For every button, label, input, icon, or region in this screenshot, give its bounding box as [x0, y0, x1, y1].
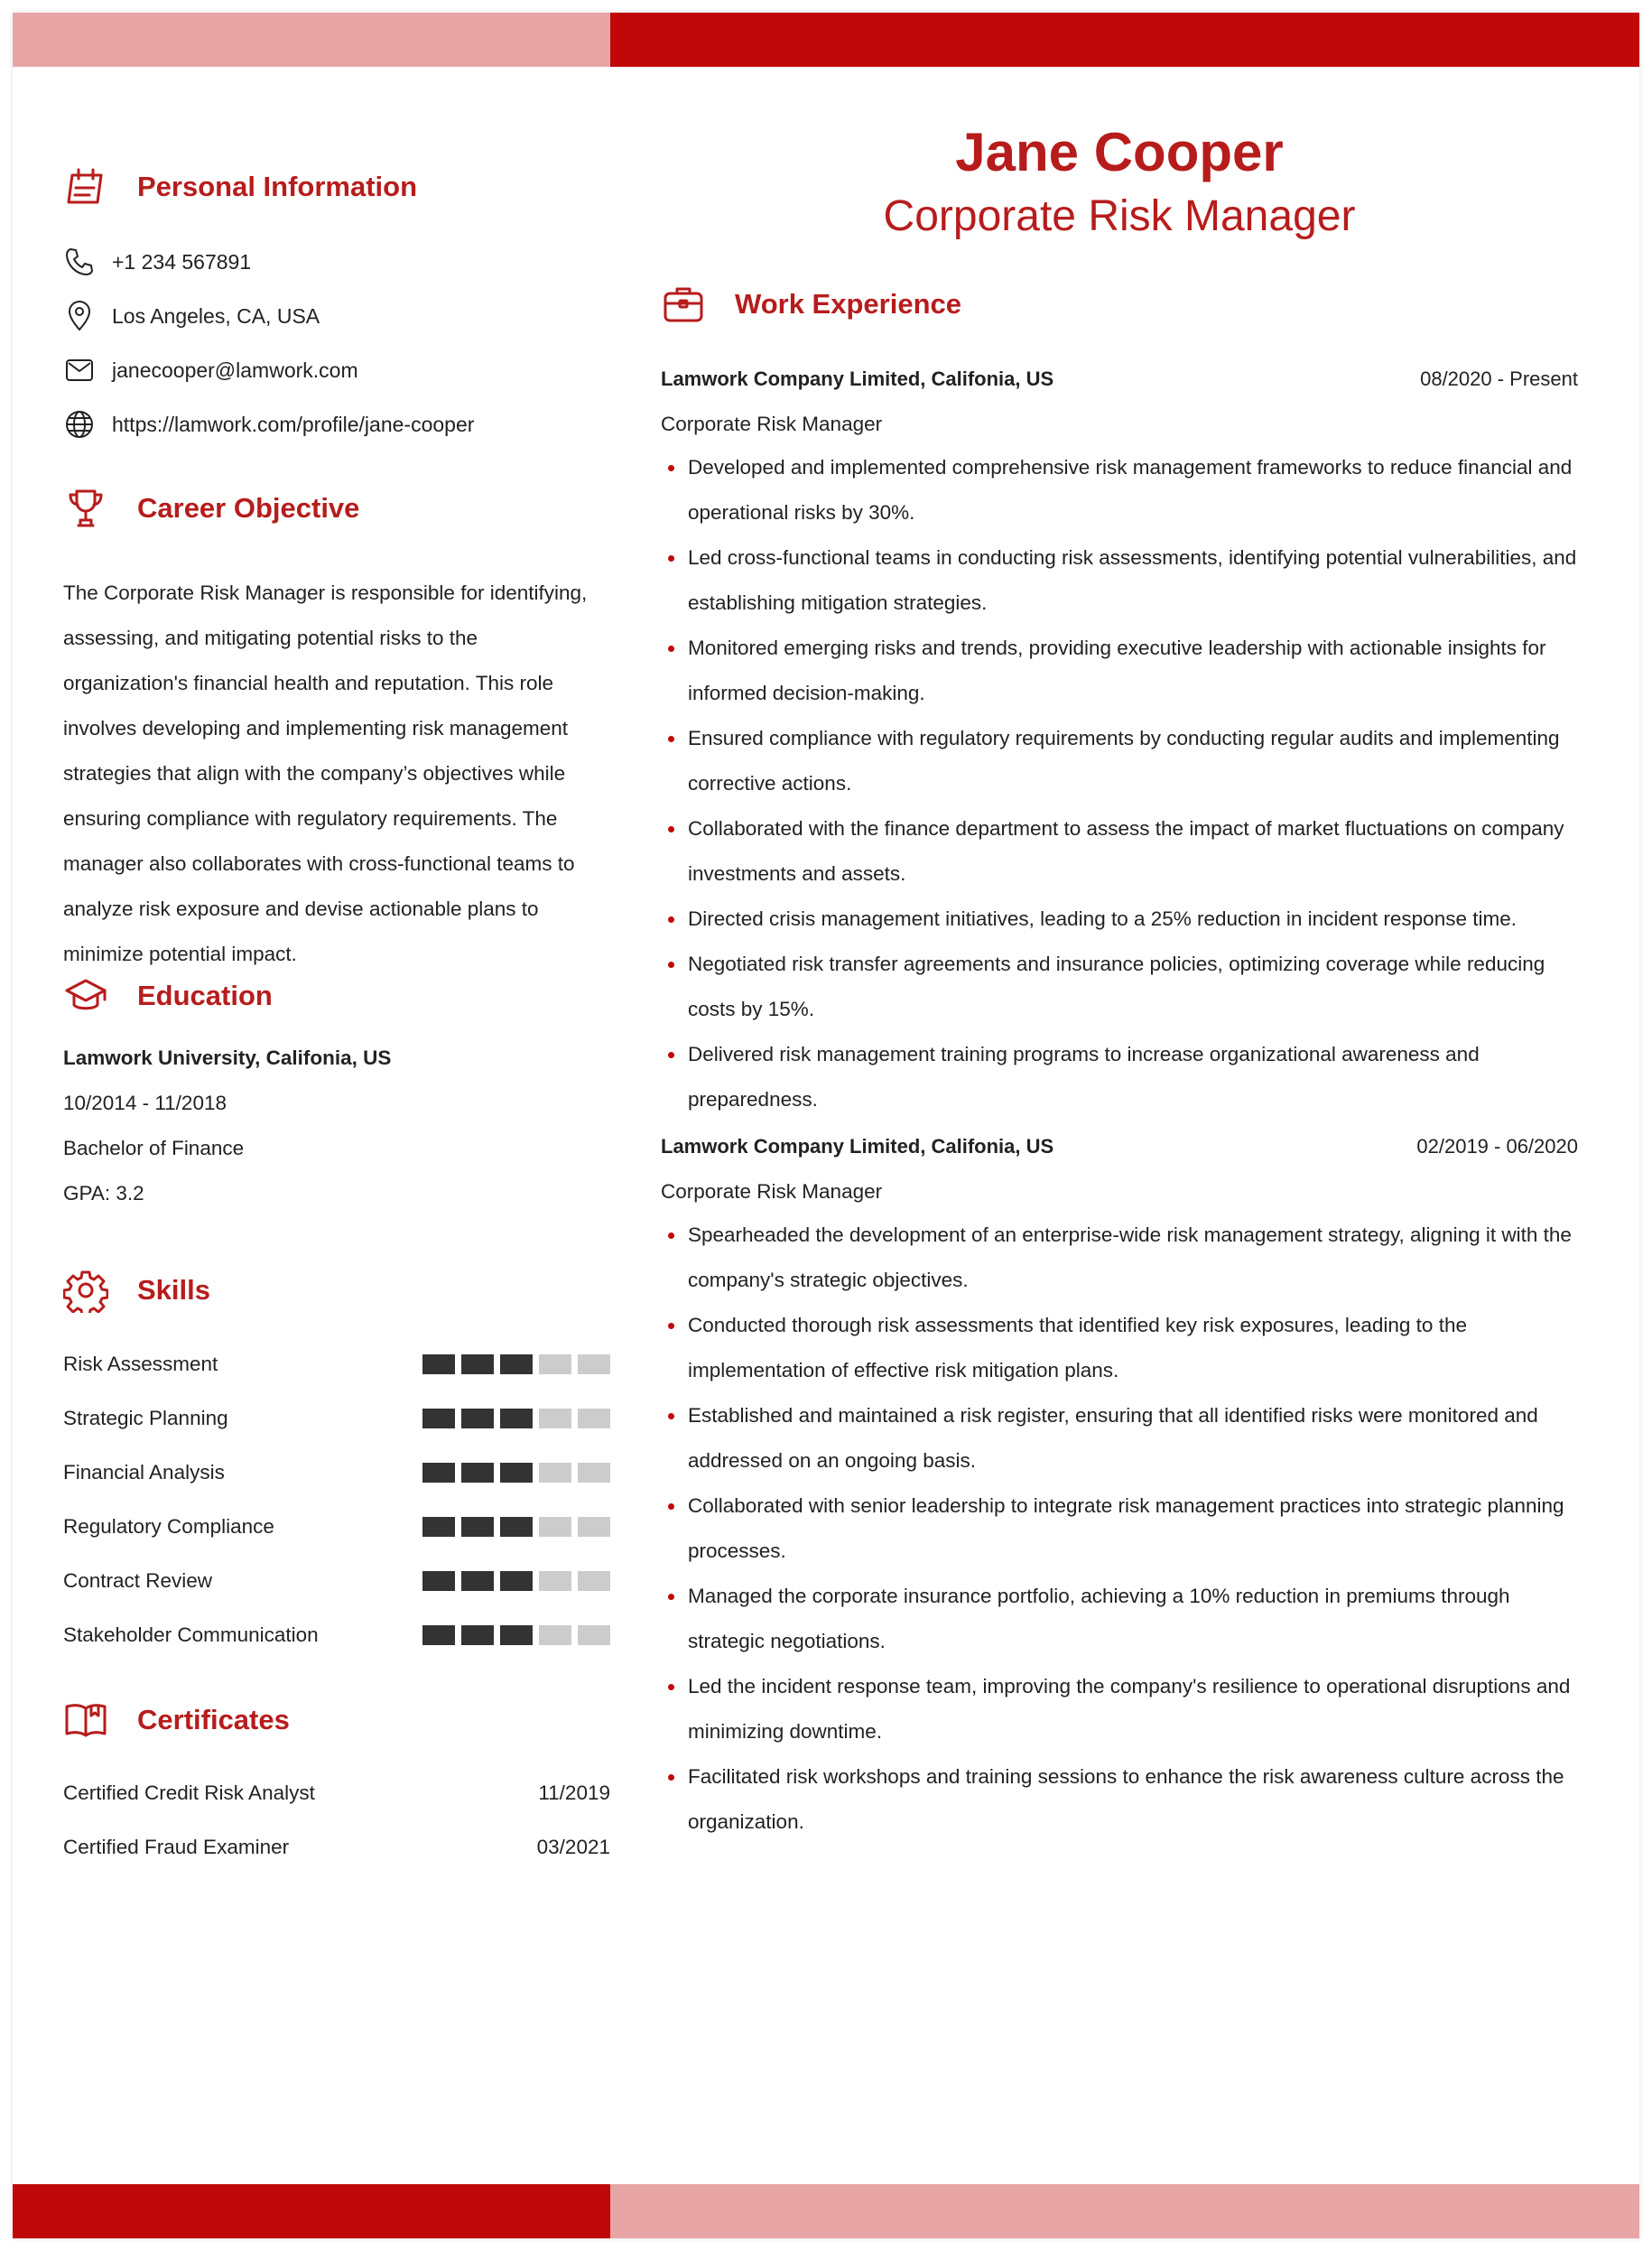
candidate-name: Jane Cooper: [955, 122, 1284, 182]
skill-name: Contract Review: [63, 1569, 213, 1592]
skill-level-block: [539, 1625, 571, 1645]
skill-level-meter: [416, 1517, 610, 1537]
job-bullet: Delivered risk management training programs to increase organizational awareness and preparedness.: [661, 1032, 1578, 1122]
job-bullet: Spearheaded the development of an enterprise-wide risk management strategy, aligning it with the company's strategic objectives.: [661, 1213, 1578, 1303]
certificate-date: 11/2019: [538, 1781, 610, 1804]
location-row: [63, 298, 320, 334]
skill-level-block: [578, 1571, 610, 1591]
skill-row: [63, 1455, 610, 1491]
candidate-title: Corporate Risk Manager: [883, 192, 1356, 240]
resume-page: [13, 13, 1639, 2238]
email-text: janecooper@lamwork.com: [112, 358, 358, 382]
section-title: Work Experience: [735, 288, 961, 320]
bottom-bar-light: [610, 2184, 1639, 2238]
job-position: Corporate Risk Manager: [661, 1180, 883, 1203]
skill-name: Stakeholder Communication: [63, 1623, 319, 1646]
skill-level-block: [539, 1517, 571, 1537]
trophy-icon: [63, 483, 114, 534]
job-bullet: Directed crisis management initiatives, leading to a 25% reduction in incident response time.: [661, 897, 1578, 942]
email-row: [63, 352, 358, 388]
skill-level-meter: [416, 1354, 610, 1374]
section-title: Certificates: [137, 1704, 290, 1735]
skill-row: [63, 1509, 610, 1545]
job-header: [661, 367, 1578, 391]
skill-level-block: [461, 1571, 494, 1591]
skill-level-block: [422, 1409, 455, 1428]
briefcase-icon: [661, 279, 711, 330]
skill-level-block: [461, 1517, 494, 1537]
job-bullet: Established and maintained a risk register, ensuring that all identified risks were monitored and addressed on an ongoing basis.: [661, 1393, 1578, 1484]
skill-level-block: [578, 1463, 610, 1483]
skill-level-meter: [416, 1625, 610, 1645]
skill-level-block: [539, 1463, 571, 1483]
skill-name: Strategic Planning: [63, 1407, 228, 1429]
top-bar-dark: [610, 13, 1639, 67]
skill-level-block: [500, 1571, 533, 1591]
skill-name: Regulatory Compliance: [63, 1515, 274, 1538]
job-bullets: [661, 1213, 1578, 1845]
top-bar-light: [13, 13, 610, 67]
skill-level-block: [461, 1625, 494, 1645]
certificates-heading: [63, 1695, 290, 1745]
skill-row: [63, 1563, 610, 1599]
skill-level-block: [461, 1463, 494, 1483]
certificate-row: [63, 1836, 610, 1859]
education-dates: 10/2014 - 11/2018: [63, 1092, 227, 1114]
job-dates: 08/2020 - Present: [1420, 367, 1578, 390]
job-bullet: Led cross-functional teams in conducting risk assessments, identifying potential vulnerabilities, and establishing mitigation strategies.: [661, 535, 1578, 626]
certificate-date: 03/2021: [536, 1836, 610, 1858]
globe-icon: [63, 406, 99, 442]
skill-level-meter: [416, 1463, 610, 1483]
skill-row: [63, 1400, 610, 1437]
calendar-icon: [63, 162, 114, 212]
location-pin-icon: [63, 298, 99, 334]
job-bullet: Developed and implemented comprehensive risk management frameworks to reduce financial and operational risks by 30%.: [661, 445, 1578, 535]
skill-level-block: [500, 1625, 533, 1645]
section-title: Skills: [137, 1274, 210, 1306]
personal-info-heading: [63, 162, 417, 212]
section-title: Education: [137, 980, 273, 1011]
job-bullets: [661, 445, 1578, 1122]
skill-name: Financial Analysis: [63, 1461, 225, 1484]
graduation-cap-icon: [63, 971, 114, 1021]
section-title: Career Objective: [137, 492, 360, 524]
mail-icon: [63, 352, 99, 388]
job-company: Lamwork Company Limited, Califonia, US: [661, 1135, 1054, 1158]
skill-level-block: [422, 1571, 455, 1591]
skill-level-meter: [416, 1571, 610, 1591]
bottom-bar-dark: [13, 2184, 610, 2238]
skill-level-block: [539, 1409, 571, 1428]
skill-row: [63, 1346, 610, 1382]
skill-level-block: [500, 1409, 533, 1428]
skill-level-block: [578, 1625, 610, 1645]
skill-level-block: [578, 1409, 610, 1428]
skill-level-block: [461, 1409, 494, 1428]
job-bullet: Conducted thorough risk assessments that identified key risk exposures, leading to the implementation of effective risk mitigation plans.: [661, 1303, 1578, 1393]
education-gpa: GPA: 3.2: [63, 1182, 144, 1205]
job-company: Lamwork Company Limited, Califonia, US: [661, 367, 1054, 390]
job-position: Corporate Risk Manager: [661, 413, 883, 435]
job-header: [661, 1135, 1578, 1158]
skill-row: [63, 1617, 610, 1653]
certificate-name: Certified Credit Risk Analyst: [63, 1781, 315, 1804]
skill-level-block: [500, 1517, 533, 1537]
job-bullet: Led the incident response team, improving the company's resilience to operational disruptions and minimizing downtime.: [661, 1664, 1578, 1754]
career-objective-heading: [63, 483, 359, 534]
skill-level-meter: [416, 1409, 610, 1428]
phone-icon: [63, 244, 99, 280]
skill-level-block: [539, 1354, 571, 1374]
job-bullet: Facilitated risk workshops and training sessions to enhance the risk awareness culture across the organization.: [661, 1754, 1578, 1845]
website-row: [63, 406, 474, 442]
phone-row: [63, 244, 251, 280]
skill-level-block: [578, 1517, 610, 1537]
skill-name: Risk Assessment: [63, 1353, 218, 1375]
job-bullet: Collaborated with senior leadership to integrate risk management practices into strategic planning processes.: [661, 1484, 1578, 1574]
certificate-row: [63, 1781, 610, 1805]
book-icon: [63, 1695, 114, 1745]
gear-icon: [63, 1265, 114, 1316]
education-degree: Bachelor of Finance: [63, 1137, 245, 1159]
certificate-name: Certified Fraud Examiner: [63, 1836, 290, 1858]
phone-text: +1 234 567891: [112, 249, 252, 274]
job-bullet: Monitored emerging risks and trends, providing executive leadership with actionable insights for informed decision-making.: [661, 626, 1578, 716]
job-bullet: Ensured compliance with regulatory requirements by conducting regular audits and implementing corrective actions.: [661, 716, 1578, 806]
work-experience-heading: [661, 279, 961, 330]
career-objective-text: The Corporate Risk Manager is responsible for identifying, assessing, and mitigating potential risks to the organization's financial health and reputation. This role involves developing and implementing risk management strategies that align with the company’s objectives while ensuring compliance with regulatory requirements. The manager also collaborates with cross-functional teams to analyze risk exposure and devise actionable plans to minimize potential impact.: [63, 581, 588, 965]
skill-level-block: [422, 1625, 455, 1645]
skill-level-block: [422, 1463, 455, 1483]
skill-level-block: [539, 1571, 571, 1591]
skill-level-block: [461, 1354, 494, 1374]
skill-level-block: [422, 1354, 455, 1374]
skill-level-block: [500, 1354, 533, 1374]
job-dates: 02/2019 - 06/2020: [1416, 1135, 1578, 1158]
job-bullet: Negotiated risk transfer agreements and insurance policies, optimizing coverage while reducing costs by 15%.: [661, 942, 1578, 1032]
skill-level-block: [578, 1354, 610, 1374]
location-text: Los Angeles, CA, USA: [112, 303, 320, 328]
skills-heading: [63, 1265, 210, 1316]
job-bullet: Collaborated with the finance department to assess the impact of market fluctuations on company investments and assets.: [661, 806, 1578, 897]
skill-level-block: [500, 1463, 533, 1483]
job-bullet: Managed the corporate insurance portfolio, achieving a 10% reduction in premiums through strategic negotiations.: [661, 1574, 1578, 1664]
section-title: Personal Information: [137, 171, 418, 202]
education-school: Lamwork University, Califonia, US: [63, 1046, 392, 1069]
website-text: https://lamwork.com/profile/jane-cooper: [112, 412, 475, 436]
skill-level-block: [422, 1517, 455, 1537]
education-heading: [63, 971, 273, 1021]
